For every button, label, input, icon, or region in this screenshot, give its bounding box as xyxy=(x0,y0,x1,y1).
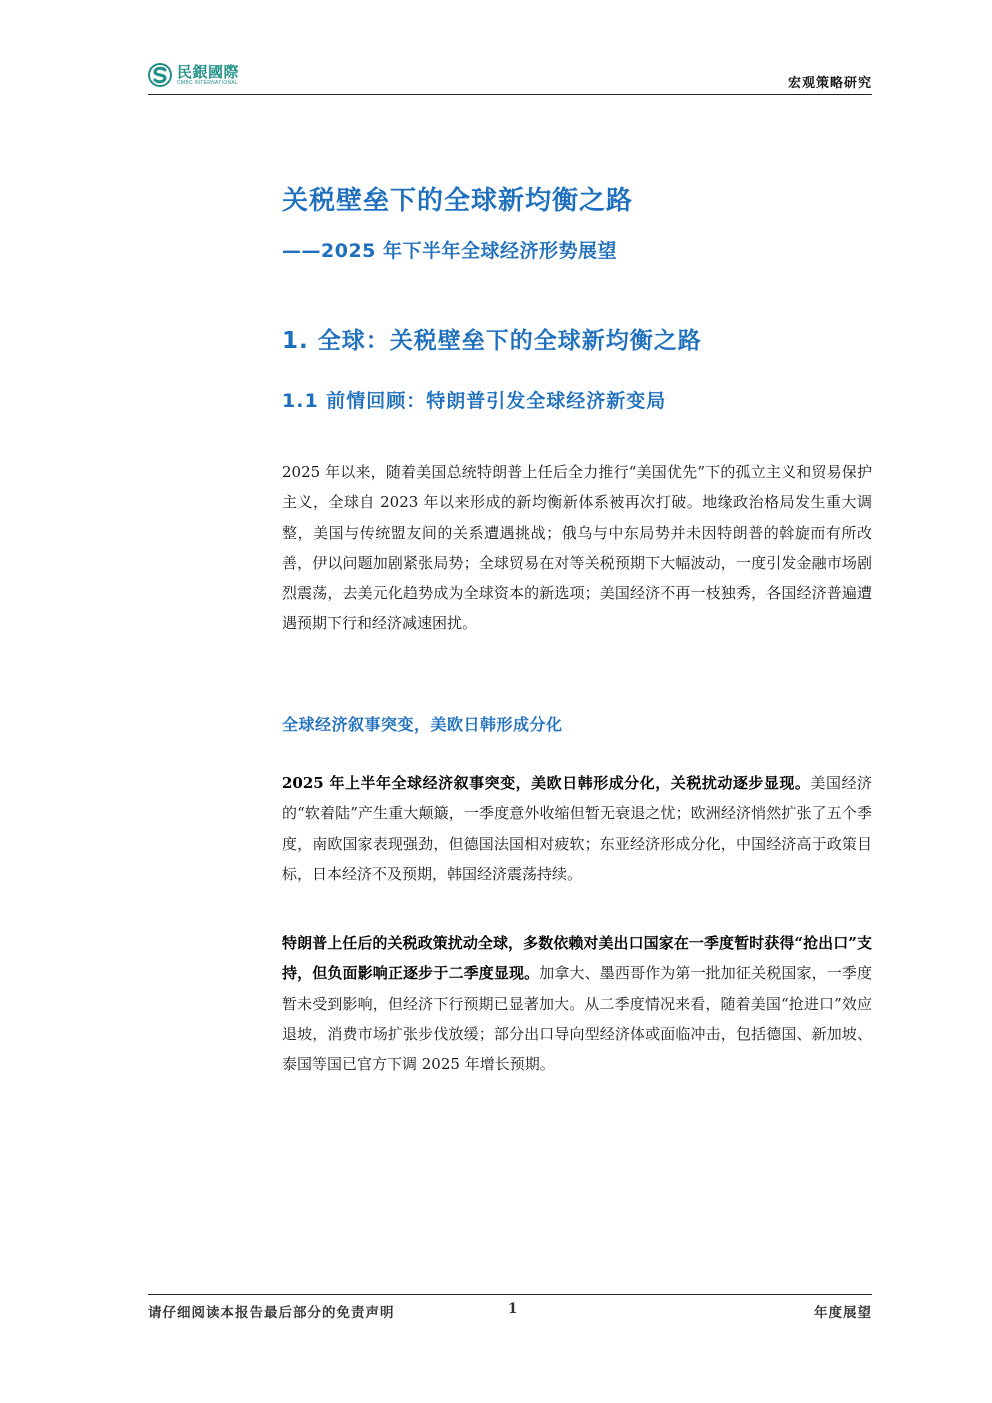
page-header xyxy=(148,58,872,95)
section-heading-1: 1. 全球：关税壁垒下的全球新均衡之路 xyxy=(282,328,702,354)
report-type: 年度展望 xyxy=(814,1305,872,1321)
document-title: 关税壁垒下的全球新均衡之路 xyxy=(282,186,634,216)
paragraph-intro: 2025 年以来，随着美国总统特朗普上任后全力推行“美国优先”下的孤立主义和贸易保护主义，全球自 2023 年以来形成的新均衡新体系被再次打破。地缘政治格局发生重大调整，美国与传统盟友间的关系遭遇挑战；俄乌与中东局势并未因特朗普的斡旋而有所改善，伊以问题加剧紧张局势；全球贸易在对等关税预期下大幅波动，一度引发金融市场剧烈震荡，去美元化趋势成为全球资本的新选项；美国经济不再一枝独秀，各国经济普遍遭遇预期下行和经济减速困扰。 xyxy=(282,463,872,633)
paragraph-tariffs xyxy=(282,928,872,1079)
page-footer xyxy=(148,1294,872,1325)
logo-chinese-name: 民銀國際 xyxy=(177,63,240,81)
section-heading-1-1: 1.1 前情回顾：特朗普引发全球经济新变局 xyxy=(282,390,667,412)
subheading: 全球经济叙事突变，美欧日韩形成分化 xyxy=(282,715,563,734)
page-number: 1 xyxy=(508,1301,518,1317)
section-label: 宏观策略研究 xyxy=(787,76,872,91)
paragraph-lead: 2025 年上半年全球经济叙事突变，美欧日韩形成分化，关税扰动逐步显现。 xyxy=(282,774,811,792)
paragraph-body: 加拿大、墨西哥作为第一批加征关税国家，一季度暂未受到影响，但经济下行预期已显著加大。从二季度情况来看，随着美国“抢进口”效应退坡，消费市场扩张步伐放缓；部分出口导向型经济体或面临冲击，包括德国、新加坡、泰国等国已官方下调 2025 年增长预期。 xyxy=(282,964,872,1074)
disclaimer-note: 请仔细阅读本报告最后部分的免责声明 xyxy=(148,1305,395,1321)
cmbc-logo-icon xyxy=(148,63,172,87)
logo xyxy=(148,62,239,88)
document-subtitle: ——2025 年下半年全球经济形势展望 xyxy=(282,240,617,262)
paragraph-lead: 特朗普上任后的关税政策扰动全球，多数依赖对美出口国家在一季度暂时获得“抢出口”支持，但负面影响正逐步于二季度显现。 xyxy=(282,934,872,983)
logo-english-name: CMBC INTERNATIONAL xyxy=(177,80,239,86)
paragraph-divergence xyxy=(282,768,872,889)
paragraph-body: 美国经济的“软着陆”产生重大颠簸，一季度意外收缩但暂无衰退之忧；欧洲经济悄然扩张了五个季度，南欧国家表现强劲，但德国法国相对疲软；东亚经济形成分化，中国经济高于政策目标，日本经济不及预期，韩国经济震荡持续。 xyxy=(282,774,872,883)
